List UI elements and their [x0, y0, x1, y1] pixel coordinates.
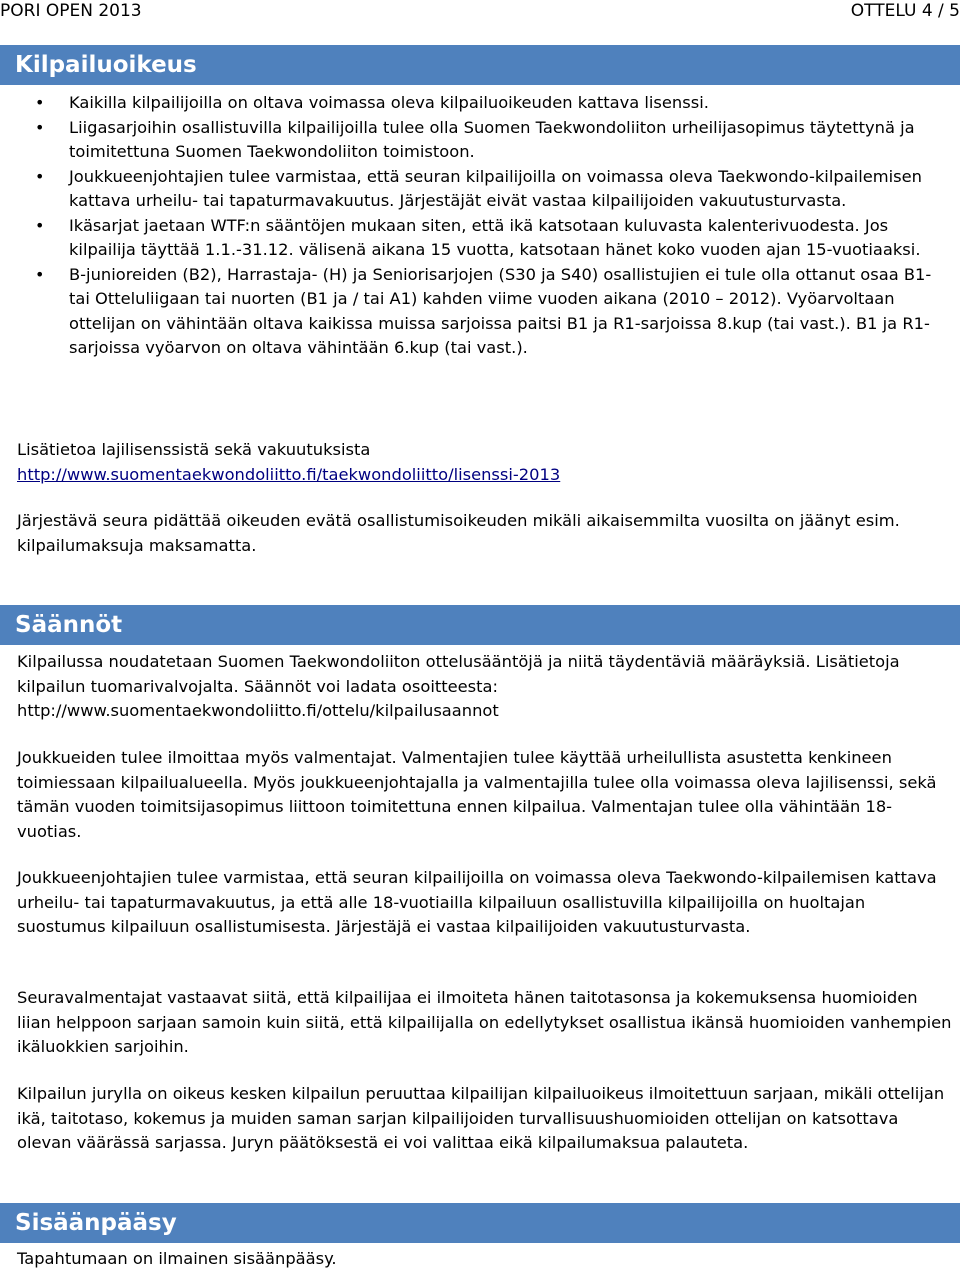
list-item: • B-junioreiden (B2), Harrastaja- (H) ja Seniorisarjojen (S30 ja S40) osallistujien ei tule olla ottanut osaa B1- tai Otteluliigaan tai nuorten (B1 ja / tai A1) kahden viime vuoden aikana (2010 – 2012). Vyöarvoltaan ottelijan on vähintään oltava kaikissa muissa sarjoissa paitsi B1 ja R1-sarjoissa 8.kup (tai vast.). B1 ja R1-sarjoissa vyöarvon on oltava vähintään 6.kup (tai vast.).	[17, 263, 952, 361]
rules-paragraph: Seuravalmentajat vastaavat siitä, että kilpailijaa ei ilmoiteta hänen taitotasonsa ja kokemuksensa huomioiden liian helppoon sarjaan samoin kuin siitä, että kilpailijalla on edellytykset osallistua ikänsä huomioiden vanhempien ikäluokkien sarjoihin.	[17, 988, 952, 1056]
event-name: PORI OPEN 2013	[0, 1, 142, 21]
closing-note	[17, 509, 952, 558]
sisaanpaasy-body	[17, 1247, 952, 1272]
saannot-paragraph-2	[17, 746, 952, 844]
section-heading-saannot: Säännöt	[0, 605, 960, 645]
rules-paragraph: Joukkueenjohtajien tulee varmistaa, että seuran kilpailijoilla on voimassa oleva Taekwondo-kilpailemisen kattava urheilu- tai tapaturmavakuutus, ja että alle 18-vuotiailla kilpailuun osallistuvilla kilpailijoilla on huoltajan suostumus kilpailuun osallistumisesta. Järjestäjä ei vastaa kilpailijoiden vakuutusturvasta.	[17, 868, 937, 936]
saannot-paragraph-5	[17, 1082, 952, 1156]
kilpailuoikeus-body	[17, 91, 952, 361]
rules-paragraph: Kilpailun jurylla on oikeus kesken kilpailun peruuttaa kilpailijan kilpailuoikeus ilmoitettuun sarjaan, mikäli ottelijan ikä, taitotaso, kokemus ja muiden saman sarjan kilpailijoiden turvallisuushuomioiden ottelijan on katsottava olevan väärässä sarjassa. Juryn päätöksestä ei voi valittaa eikä kilpailumaksua palauteta.	[17, 1084, 945, 1152]
closing-text: Järjestävä seura pidättää oikeuden evätä osallistumisoikeuden mikäli aikaisemmilta vuosilta on jäänyt esim. kilpailumaksuja maksamatta.	[17, 511, 900, 555]
page-header	[0, 0, 960, 24]
saannot-paragraph-4	[17, 986, 952, 1060]
section-heading-sisaanpaasy: Sisäänpääsy	[0, 1203, 960, 1243]
list-item: • Kaikilla kilpailijoilla on oltava voimassa oleva kilpailuoikeuden kattava lisenssi.	[17, 91, 952, 116]
list-item: • Joukkueenjohtajien tulee varmistaa, että seuran kilpailijoilla on voimassa oleva Taekwondo-kilpailemisen kattava urheilu- tai tapaturmavakuutus. Järjestäjät eivät vastaa kilpailijoiden vakuutusturvasta.	[17, 165, 952, 214]
license-link[interactable]: http://www.suomentaekwondoliitto.fi/taekwondoliitto/lisenssi-2013	[17, 464, 561, 484]
list-item: • Liigasarjoihin osallistuvilla kilpailijoilla tulee olla Suomen Taekwondoliiton urheilijasopimus täytettynä ja toimitettuna Suomen Taekwondoliiton toimistoon.	[17, 116, 952, 165]
list-item: • Ikäsarjat jaetaan WTF:n sääntöjen mukaan siten, että ikä katsotaan kuluvasta kalenterivuodesta. Jos kilpailija täyttää 1.1.-31.12. välisenä aikana 15 vuotta, katsotaan hänet koko vuoden ajan 15-vuotiaaksi.	[17, 214, 952, 263]
requirements-list	[17, 91, 952, 361]
license-info	[17, 438, 952, 487]
rules-paragraph: Joukkueiden tulee ilmoittaa myös valmentajat. Valmentajien tulee käyttää urheilullista asustetta kenkineen toimiessaan kilpailualueella. Myös joukkueenjohtajalla ja valmentajilla tulee olla voimassa oleva lajilisenssi, sekä tämän vuoden toimitsijasopimus liittoon toimitettuna ennen kilpailua. Valmentajan tulee olla vähintään 18-vuotias.	[17, 748, 937, 841]
page-number: OTTELU 4 / 5	[850, 1, 960, 21]
rules-paragraph: Kilpailussa noudatetaan Suomen Taekwondoliiton ottelusääntöjä ja niitä täydentäviä määräyksiä. Lisätietoja kilpailun tuomarivalvojalta. Säännöt voi ladata osoitteesta: http://www.suomentaekwondoliitto.fi/ottelu/kilpailusaannot	[17, 652, 900, 720]
section-heading-kilpailuoikeus: Kilpailuoikeus	[0, 45, 960, 85]
saannot-paragraph-1	[17, 650, 952, 724]
admission-text: Tapahtumaan on ilmainen sisäänpääsy.	[17, 1249, 337, 1268]
saannot-paragraph-3	[17, 866, 952, 940]
license-info-text: Lisätietoa lajilisenssistä sekä vakuutuksista	[17, 440, 371, 459]
